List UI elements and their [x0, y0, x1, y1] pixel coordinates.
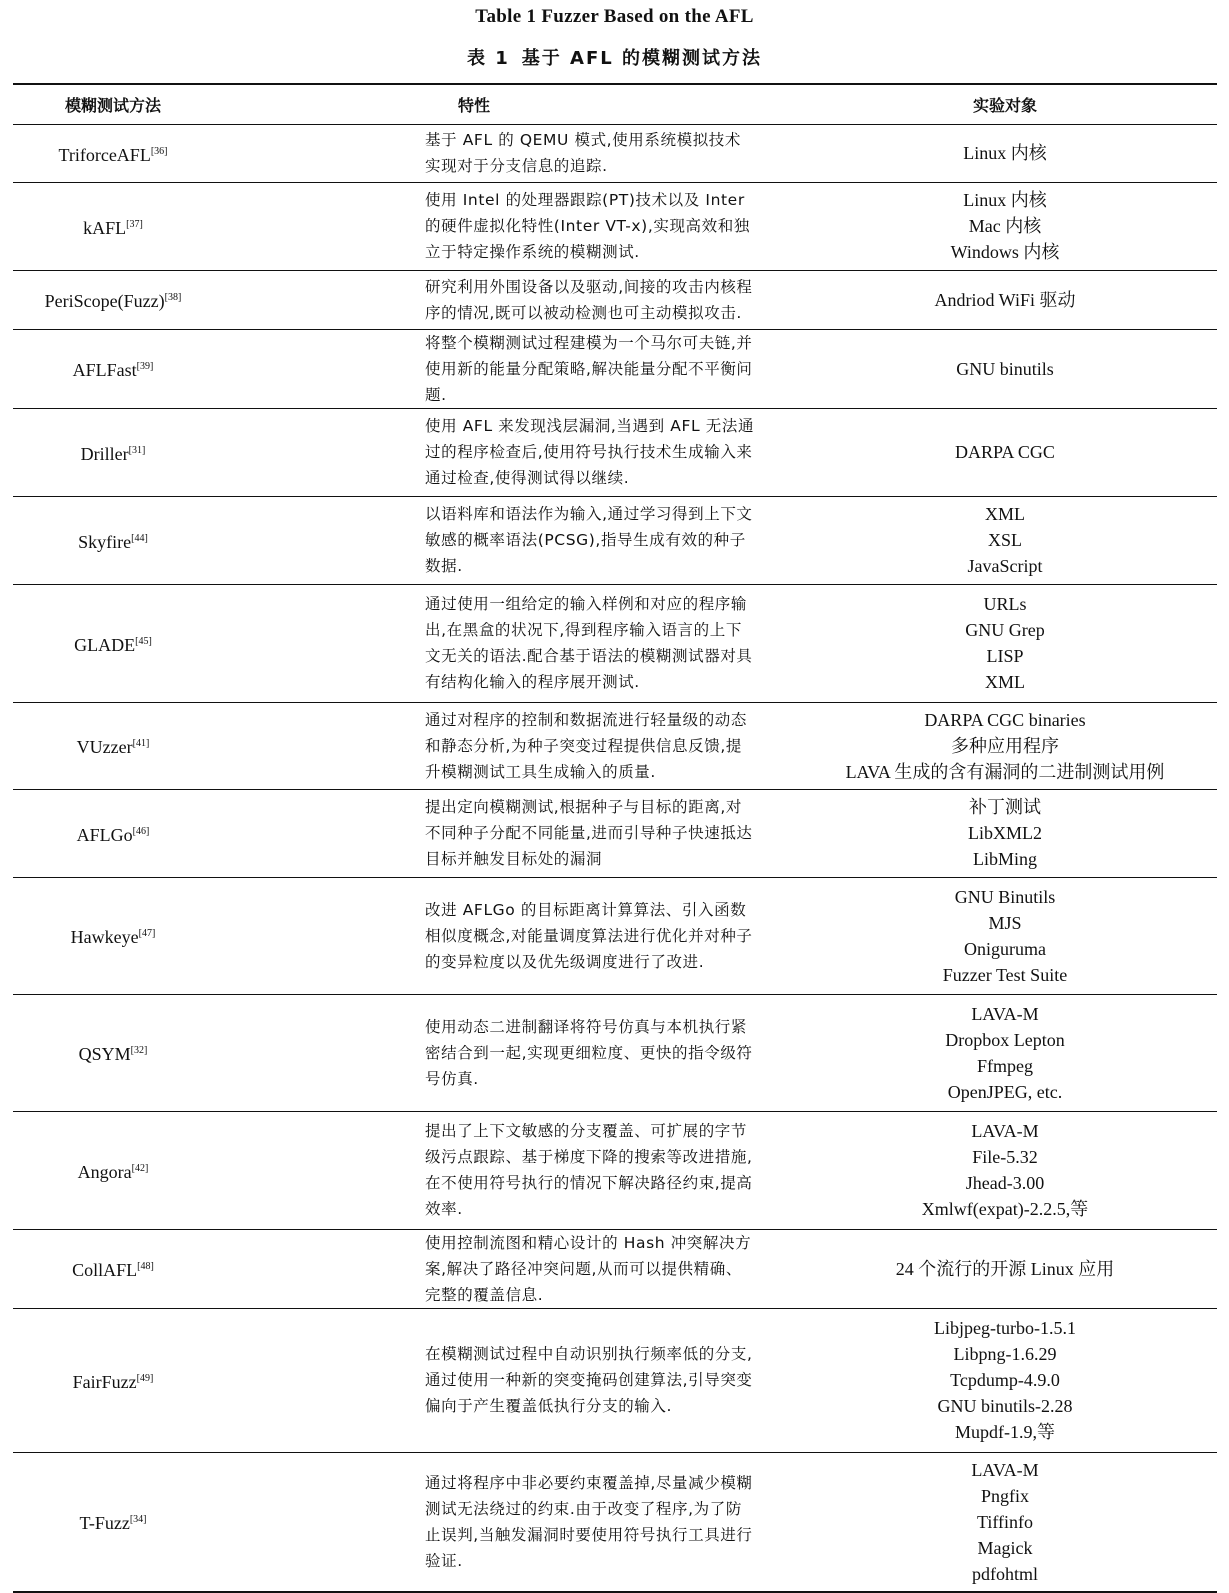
table-row	[13, 877, 1217, 994]
table-caption-cn-title: 基于 AFL 的模糊测试方法	[521, 48, 763, 69]
target-item: Fuzzer Test Suite	[942, 964, 1068, 985]
method-cell	[13, 584, 213, 702]
method-name: Angora	[77, 1161, 132, 1182]
target-item: Libpng-1.6.29	[953, 1344, 1057, 1364]
target-item: LibXML2	[968, 823, 1042, 843]
target-item: XML	[985, 504, 1025, 524]
target-item: LISP	[986, 646, 1024, 666]
target-cell	[793, 408, 1217, 496]
method-reference: [39]	[136, 361, 154, 372]
feature-cell: 使用 Intel 的处理器跟踪(PT)技术以及 Inter 的硬件虚拟化特性(Inter VT-x),实现高效和独立于特定操作系统的模糊测试.	[213, 182, 793, 270]
target-item: Jhead-3.00	[965, 1173, 1045, 1193]
feature-cell: 研究利用外围设备以及驱动,间接的攻击内核程序的情况,既可以被动检测也可主动模拟攻击.	[213, 270, 793, 329]
target-item: Ffmpeg	[977, 1055, 1033, 1076]
target-item: Linux 内核	[963, 143, 1047, 163]
method-reference: [31]	[128, 444, 146, 456]
feature-cell: 在模糊测试过程中自动识别执行频率低的分支,通过使用一种新的突变掩码创建算法,引导突变偏向于产生覆盖低执行分支的输入.	[213, 1308, 793, 1452]
target-cell	[793, 994, 1217, 1111]
method-name: AFLGo	[76, 824, 133, 845]
feature-cell: 使用动态二进制翻译将符号仿真与本机执行紧密结合到一起,实现更细粒度、更快的指令级符号仿真.	[213, 994, 793, 1111]
table-row	[13, 1308, 1217, 1452]
method-cell	[13, 877, 213, 994]
method-name: Hawkeye	[70, 927, 139, 947]
target-item: Xmlwf(expat)-2.2.5,等	[921, 1199, 1089, 1219]
method-reference: [46]	[132, 825, 150, 837]
method-cell	[13, 1308, 213, 1452]
table-row	[13, 1111, 1217, 1229]
target-cell	[793, 1229, 1217, 1308]
feature-cell: 改进 AFLGo 的目标距离计算算法、引入函数相似度概念,对能量调度算法进行优化并对种子的变异粒度以及优先级调度进行了改进.	[213, 877, 793, 994]
target-item: LibMing	[972, 849, 1037, 869]
target-item: 补丁测试	[969, 797, 1041, 817]
target-cell	[793, 182, 1217, 270]
target-item: LAVA-M	[971, 1459, 1039, 1480]
target-item: Andriod WiFi 驱动	[934, 289, 1076, 310]
table-row	[13, 584, 1217, 702]
target-item: GNU Grep	[965, 620, 1045, 640]
target-item: XSL	[987, 530, 1022, 550]
target-item: OpenJPEG, etc.	[947, 1081, 1063, 1102]
target-item: MJS	[988, 912, 1022, 933]
feature-cell: 以语料库和语法作为输入,通过学习得到上下文敏感的概率语法(PCSG),指导生成有效的种子数据.	[213, 496, 793, 584]
method-reference: [38]	[164, 292, 182, 303]
method-cell	[13, 270, 213, 329]
target-item: Mupdf-1.9,等	[955, 1422, 1055, 1442]
method-reference: [41]	[132, 738, 150, 749]
method-reference: [47]	[138, 928, 156, 939]
method-name: Skyfire	[78, 531, 132, 552]
method-reference: [49]	[136, 1372, 154, 1384]
table-row	[13, 496, 1217, 584]
feature-cell: 通过使用一组给定的输入样例和对应的程序输出,在黑盒的状况下,得到程序输入语言的上下文无关的语法.配合基于语法的模糊测试器对具有结构化输入的程序展开测试.	[213, 584, 793, 702]
target-cell	[793, 329, 1217, 408]
method-name: Driller	[80, 443, 129, 464]
table-row	[13, 329, 1217, 408]
header-feature: 特性	[213, 84, 793, 124]
table-row	[13, 1452, 1217, 1592]
method-cell	[13, 124, 213, 182]
target-cell	[793, 584, 1217, 702]
target-item: Tiffinfo	[976, 1511, 1034, 1532]
target-cell	[793, 1111, 1217, 1229]
method-name: CollAFL	[72, 1260, 138, 1280]
method-name: AFLFast	[72, 360, 137, 380]
method-cell	[13, 408, 213, 496]
target-item: Pngfix	[980, 1485, 1029, 1506]
target-item: 多种应用程序	[951, 735, 1059, 756]
target-item: Magick	[977, 1537, 1033, 1558]
target-cell	[793, 1452, 1217, 1592]
method-reference: [42]	[131, 1162, 149, 1174]
method-cell	[13, 329, 213, 408]
target-item: Mac 内核	[968, 216, 1042, 236]
feature-cell: 通过对程序的控制和数据流进行轻量级的动态和静态分析,为种子突变过程提供信息反馈,提升模糊测试工具生成输入的质量.	[213, 702, 793, 789]
target-cell	[793, 789, 1217, 877]
table-row	[13, 789, 1217, 877]
method-name: QSYM	[78, 1044, 131, 1064]
feature-cell: 将整个模糊测试过程建模为一个马尔可夫链,并使用新的能量分配策略,解决能量分配不平衡问题.	[213, 329, 793, 408]
table-body	[13, 124, 1217, 1592]
method-reference: [37]	[126, 218, 143, 230]
target-item: LAVA 生成的含有漏洞的二进制测试用例	[845, 761, 1165, 782]
method-cell	[13, 1452, 213, 1592]
header-target: 实验对象	[793, 84, 1217, 124]
method-cell	[13, 702, 213, 789]
feature-cell: 通过将程序中非必要约束覆盖掉,尽量减少模糊测试无法绕过的约束.由于改变了程序,为了防止误判,当触发漏洞时要使用符号执行工具进行验证.	[425, 1473, 753, 1570]
target-item: Dropbox Lepton	[945, 1029, 1065, 1050]
method-name: TriforceAFL	[58, 144, 151, 165]
feature-cell: 基于 AFL 的 QEMU 模式,使用系统模拟技术实现对于分支信息的追踪.	[213, 124, 793, 182]
method-name: FairFuzz	[72, 1371, 137, 1392]
target-item: 24 个流行的开源 Linux 应用	[895, 1258, 1115, 1279]
target-item: GNU Binutils	[954, 886, 1056, 907]
target-item: Oniguruma	[964, 938, 1046, 959]
table-caption-en: Table 1 Fuzzer Based on the AFL	[475, 6, 754, 27]
feature-cell: 使用 AFL 来发现浅层漏洞,当遇到 AFL 无法通过的程序检查后,使用符号执行技术生成输入来通过检查,使得测试得以继续.	[213, 408, 793, 496]
feature-cell: 使用控制流图和精心设计的 Hash 冲突解决方案,解决了路径冲突问题,从而可以提供精确、完整的覆盖信息.	[213, 1229, 793, 1308]
target-item: Tcpdump-4.9.0	[950, 1370, 1060, 1390]
method-reference: [45]	[135, 635, 152, 647]
target-item: DARPA CGC binaries	[924, 709, 1086, 730]
method-name: T-Fuzz	[79, 1513, 130, 1534]
target-cell	[793, 270, 1217, 329]
table-row	[13, 270, 1217, 329]
target-cell	[793, 124, 1217, 182]
table-row	[13, 994, 1217, 1111]
method-cell	[13, 182, 213, 270]
table-row	[13, 1229, 1217, 1308]
table-caption-cn	[0, 44, 1229, 70]
method-name: GLADE	[74, 634, 136, 655]
method-name: VUzzer	[76, 737, 133, 757]
target-item: GNU binutils-2.28	[937, 1396, 1073, 1416]
target-item: GNU binutils	[956, 358, 1054, 379]
table-row	[13, 124, 1217, 182]
target-cell	[793, 1308, 1217, 1452]
target-cell	[793, 496, 1217, 584]
feature-cell: 提出定向模糊测试,根据种子与目标的距离,对不同种子分配不同能量,进而引导种子快速抵达目标并触发目标处的漏洞	[213, 789, 793, 877]
target-item: pdfohtml	[972, 1563, 1038, 1584]
method-cell	[13, 1111, 213, 1229]
target-item: JavaScript	[967, 556, 1043, 576]
table-row	[13, 408, 1217, 496]
method-reference: [36]	[150, 145, 168, 157]
fuzzer-table	[13, 83, 1217, 1593]
table-row	[13, 182, 1217, 270]
table-row	[13, 702, 1217, 789]
target-item: URLs	[983, 594, 1027, 614]
method-cell	[13, 496, 213, 584]
target-cell	[793, 702, 1217, 789]
method-cell	[13, 994, 213, 1111]
target-cell	[793, 877, 1217, 994]
target-item: LAVA-M	[971, 1003, 1039, 1024]
method-name: kAFL	[83, 217, 127, 238]
target-item: DARPA CGC	[955, 442, 1055, 462]
target-item: LAVA-M	[971, 1121, 1039, 1141]
table-caption-cn-label: 表 1	[466, 48, 510, 69]
header-method: 模糊测试方法	[13, 84, 213, 124]
method-reference: [48]	[137, 1261, 154, 1272]
method-name: PeriScope(Fuzz)	[44, 291, 165, 311]
table-header-row	[13, 84, 1217, 124]
target-item: Linux 内核	[963, 190, 1047, 210]
target-item: Windows 内核	[950, 242, 1060, 262]
method-reference: [32]	[130, 1045, 148, 1056]
method-reference: [34]	[129, 1514, 147, 1526]
target-item: XML	[985, 672, 1025, 692]
method-cell	[13, 1229, 213, 1308]
target-item: File-5.32	[972, 1147, 1038, 1167]
feature-cell: 提出了上下文敏感的分支覆盖、可扩展的字节级污点跟踪、基于梯度下降的搜索等改进措施,在不使用符号执行的情况下解决路径约束,提高效率.	[213, 1111, 793, 1229]
method-cell	[13, 789, 213, 877]
method-reference: [44]	[131, 532, 148, 544]
target-item: Libjpeg-turbo-1.5.1	[934, 1318, 1076, 1338]
